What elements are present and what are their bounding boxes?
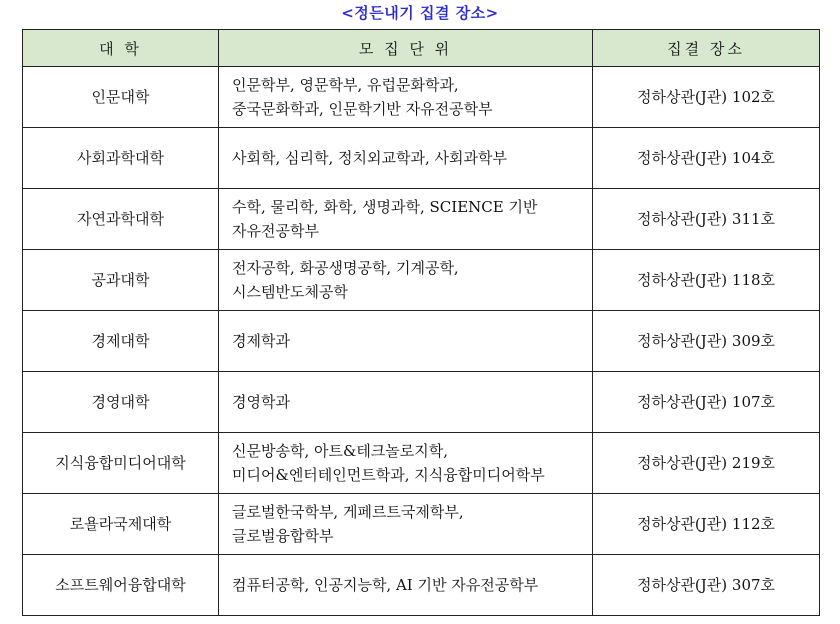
table-row <box>23 494 820 555</box>
units-line: 경제학과 <box>232 332 290 350</box>
location-cell: 정하상관(J관) 112호 <box>593 494 820 555</box>
header-location: 집결 장소 <box>593 30 820 67</box>
units-line: 인문학부, 영문학부, 유럽문화학과, <box>232 76 459 94</box>
table-row <box>23 128 820 189</box>
college-cell: 경영대학 <box>23 372 219 433</box>
units-cell <box>219 67 593 128</box>
college-cell: 인문대학 <box>23 67 219 128</box>
location-cell: 정하상관(J관) 309호 <box>593 311 820 372</box>
units-cell <box>219 372 593 433</box>
table-header-row <box>23 30 820 67</box>
units-line: 자유전공학부 <box>232 222 319 240</box>
location-cell: 정하상관(J관) 307호 <box>593 555 820 616</box>
units-cell <box>219 555 593 616</box>
units-cell <box>219 433 593 494</box>
location-cell: 정하상관(J관) 102호 <box>593 67 820 128</box>
units-line: 수학, 물리학, 화학, 생명과학, SCIENCE 기반 <box>232 198 538 216</box>
college-cell: 자연과학대학 <box>23 189 219 250</box>
college-cell: 경제대학 <box>23 311 219 372</box>
units-line: 글로벌융합학부 <box>232 527 334 545</box>
table-row <box>23 250 820 311</box>
units-line: 중국문화학과, 인문학기반 자유전공학부 <box>232 100 493 118</box>
college-cell: 지식융합미디어대학 <box>23 433 219 494</box>
header-units: 모 집 단 위 <box>219 30 593 67</box>
table-row <box>23 433 820 494</box>
location-cell: 정하상관(J관) 107호 <box>593 372 820 433</box>
college-cell: 로욜라국제대학 <box>23 494 219 555</box>
units-line: 미디어&엔터테인먼트학과, 지식융합미디어학부 <box>232 466 545 484</box>
table-row <box>23 311 820 372</box>
table-row <box>23 189 820 250</box>
units-line: 글로벌한국학부, 게페르트국제학부, <box>232 503 464 521</box>
units-line: 전자공학, 화공생명공학, 기계공학, <box>232 259 459 277</box>
units-cell <box>219 311 593 372</box>
units-line: 경영학과 <box>232 393 290 411</box>
college-cell: 공과대학 <box>23 250 219 311</box>
table-row <box>23 372 820 433</box>
units-line: 시스템반도체공학 <box>232 283 348 301</box>
table-row <box>23 67 820 128</box>
table-row <box>23 555 820 616</box>
college-cell: 사회과학대학 <box>23 128 219 189</box>
location-cell: 정하상관(J관) 118호 <box>593 250 820 311</box>
units-cell <box>219 250 593 311</box>
college-cell: 소프트웨어융합대학 <box>23 555 219 616</box>
units-cell <box>219 189 593 250</box>
units-line: 컴퓨터공학, 인공지능학, AI 기반 자유전공학부 <box>232 576 539 594</box>
units-line: 사회학, 심리학, 정치외교학과, 사회과학부 <box>232 149 507 167</box>
location-cell: 정하상관(J관) 104호 <box>593 128 820 189</box>
units-line: 신문방송학, 아트&테크놀로지학, <box>232 442 449 460</box>
location-cell: 정하상관(J관) 311호 <box>593 189 820 250</box>
units-cell <box>219 494 593 555</box>
location-cell: 정하상관(J관) 219호 <box>593 433 820 494</box>
header-college: 대 학 <box>23 30 219 67</box>
units-cell <box>219 128 593 189</box>
page-title: <정든내기 집결 장소> <box>341 4 499 22</box>
assembly-location-table <box>22 29 820 616</box>
